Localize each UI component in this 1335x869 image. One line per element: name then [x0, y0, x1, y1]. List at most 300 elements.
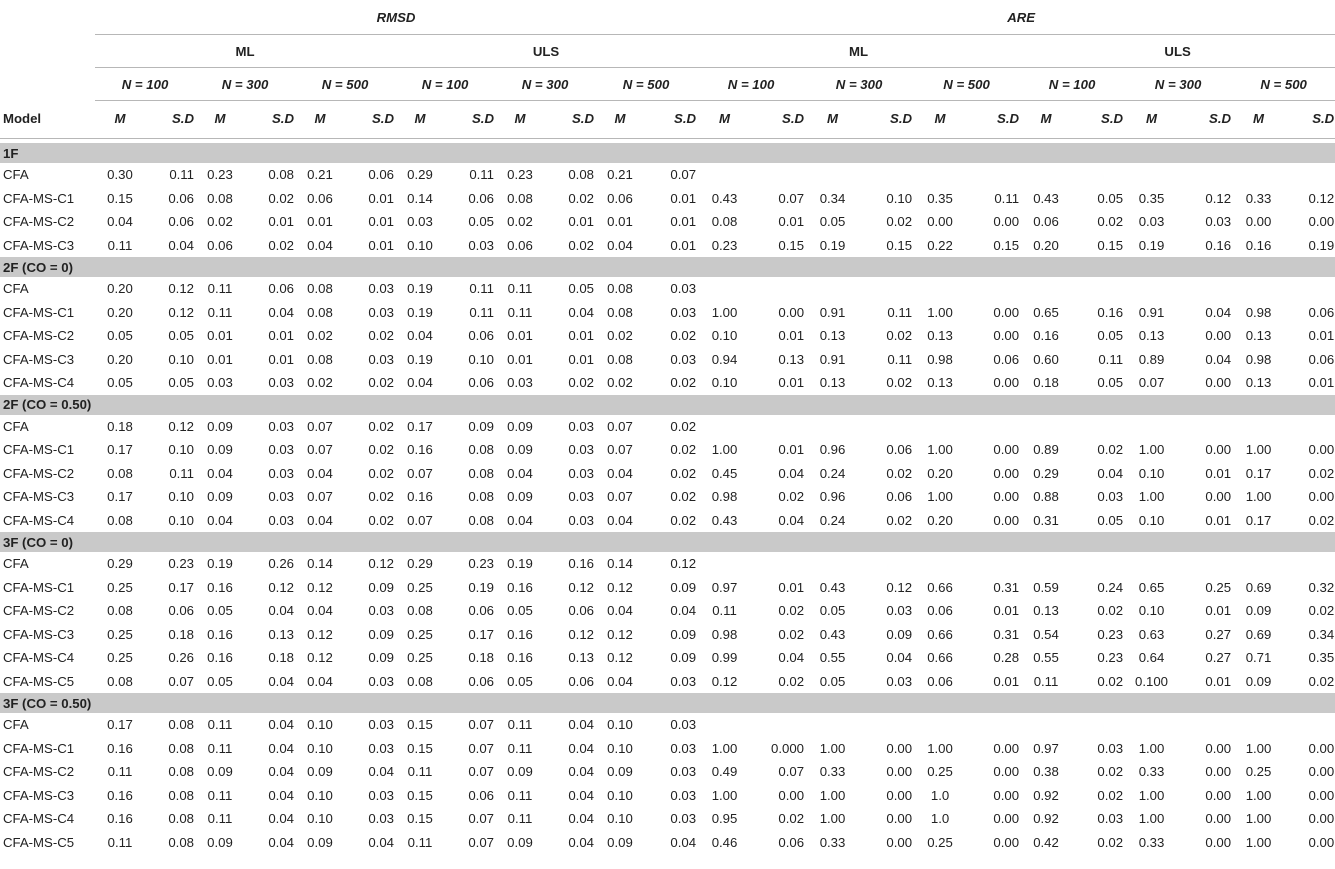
sd-value-cell: 0.01 — [268, 351, 294, 367]
sd-value-cell: 0.06 — [778, 834, 805, 850]
sd-value-cell: 0.10 — [168, 489, 194, 505]
sd-value-cell: 0.12 — [368, 556, 394, 572]
mean-value-cell: 0.17 — [1245, 465, 1272, 481]
sd-value-cell: 0.01 — [568, 328, 594, 344]
mean-value-cell: 0.07 — [307, 489, 333, 505]
sd-value-cell: 0.01 — [670, 237, 697, 253]
sd-value-cell: 0.07 — [168, 673, 194, 689]
mean-value-cell: 0.06 — [1033, 214, 1059, 230]
sd-value-cell: 0.10 — [886, 190, 913, 206]
mean-value-cell: 0.45 — [711, 465, 738, 481]
mean-value-cell: 0.05 — [107, 375, 133, 391]
sd-value-cell: 0.11 — [887, 304, 913, 320]
mean-value-cell: 0.69 — [1245, 626, 1272, 642]
mean-value-cell: 0.92 — [1033, 811, 1059, 827]
sd-value-cell: 0.06 — [268, 281, 294, 297]
mean-value-cell: 0.10 — [1138, 465, 1165, 481]
sd-value-cell: 0.27 — [1205, 626, 1232, 642]
mean-value-cell: 0.08 — [507, 190, 533, 206]
mean-value-cell: 0.04 — [307, 465, 333, 481]
mean-value-cell: 0.09 — [507, 489, 533, 505]
model-name-cell: CFA-MS-C1 — [3, 740, 75, 756]
sd-value-cell: 0.03 — [670, 764, 697, 780]
mean-value-cell: 0.02 — [507, 214, 533, 230]
sd-value-cell: 0.01 — [778, 214, 805, 230]
model-name-cell: CFA-MS-C1 — [3, 304, 75, 320]
mean-value-cell — [1232, 277, 1285, 301]
sd-value-cell: 0.11 — [169, 465, 194, 481]
sd-value-cell: 0.02 — [1097, 764, 1124, 780]
mean-value-cell: 0.08 — [307, 281, 333, 297]
mean-value-cell: 0.04 — [607, 603, 633, 619]
mean-value-cell — [1124, 415, 1179, 439]
sd-column-header: S.D — [172, 110, 194, 126]
table-row — [0, 438, 1335, 462]
mean-value-cell: 0.31 — [1033, 512, 1059, 528]
sd-value-cell: 0.02 — [1097, 834, 1124, 850]
mean-value-cell: 0.07 — [407, 465, 433, 481]
sd-value-cell: 0.08 — [168, 811, 194, 827]
mean-column-header: M — [1040, 110, 1052, 126]
mean-value-cell — [1124, 552, 1179, 576]
sd-value-cell: 0.00 — [993, 465, 1020, 481]
mean-value-cell — [805, 552, 860, 576]
sd-value-cell: 0.01 — [778, 375, 805, 391]
sd-value-cell: 0.18 — [468, 650, 494, 666]
sd-value-cell: 0.04 — [568, 717, 594, 733]
sd-value-cell: 0.00 — [778, 787, 805, 803]
mean-value-cell: 1.00 — [711, 740, 738, 756]
sd-value-cell: 0.09 — [468, 418, 494, 434]
mean-value-cell: 0.43 — [711, 512, 738, 528]
sd-column-header: S.D — [1209, 110, 1232, 126]
mean-value-cell: 0.09 — [207, 442, 233, 458]
sd-value-cell: 0.03 — [568, 512, 594, 528]
sd-value-cell: 0.02 — [778, 811, 805, 827]
mean-value-cell: 0.01 — [307, 214, 333, 230]
mean-value-cell — [1232, 163, 1285, 187]
mean-value-cell: 1.00 — [819, 787, 846, 803]
header-empty-cell — [0, 0, 95, 35]
sd-value-cell: 0.00 — [1205, 764, 1232, 780]
section-header-row — [0, 395, 1335, 415]
sd-value-cell: 0.15 — [778, 237, 805, 253]
mean-value-cell: 0.07 — [407, 512, 433, 528]
mean-value-cell — [805, 415, 860, 439]
mean-value-cell: 0.10 — [307, 811, 333, 827]
mean-value-cell — [805, 277, 860, 301]
sd-value-cell: 0.03 — [886, 673, 913, 689]
mean-value-cell: 0.20 — [927, 465, 953, 481]
mean-value-cell: 0.09 — [1245, 673, 1272, 689]
mean-value-cell: 0.35 — [1138, 190, 1165, 206]
mean-value-cell: 0.91 — [819, 304, 846, 320]
mean-value-cell — [913, 552, 967, 576]
mean-value-cell: 0.08 — [107, 673, 133, 689]
mean-value-cell: 0.01 — [507, 328, 533, 344]
mean-value-cell: 1.00 — [711, 442, 738, 458]
mean-value-cell: 0.24 — [819, 465, 846, 481]
mean-value-cell: 1.00 — [1138, 811, 1165, 827]
sd-column-header: S.D — [472, 110, 494, 126]
sd-value-cell: 0.02 — [368, 512, 394, 528]
mean-value-cell: 0.42 — [1033, 834, 1059, 850]
model-name-cell: CFA — [3, 418, 29, 434]
sd-value-cell: 0.06 — [168, 603, 194, 619]
mean-value-cell: 0.99 — [711, 650, 738, 666]
sd-value-cell: 0.08 — [168, 787, 194, 803]
model-name-cell: CFA-MS-C3 — [3, 237, 75, 253]
sd-value-cell: 0.04 — [670, 834, 697, 850]
sd-value-cell: 0.07 — [468, 740, 494, 756]
mean-column-header: M — [1253, 110, 1265, 126]
sd-value-cell: 0.03 — [886, 603, 913, 619]
sd-value-cell: 0.03 — [670, 811, 697, 827]
mean-value-cell: 0.05 — [819, 673, 846, 689]
mean-value-cell: 0.18 — [1033, 375, 1059, 391]
mean-value-cell: 0.13 — [1138, 328, 1165, 344]
mean-value-cell: 0.33 — [819, 764, 846, 780]
model-column-header: Model — [3, 110, 42, 126]
sd-value-cell: 0.02 — [368, 465, 394, 481]
mean-value-cell: 1.00 — [1245, 442, 1272, 458]
mean-column-header: M — [314, 110, 326, 126]
sd-value-cell — [1072, 713, 1124, 737]
sample-size-header-1: N = 300 — [195, 68, 295, 101]
table-row — [0, 277, 1335, 301]
sd-value-cell: 0.24 — [1097, 579, 1124, 595]
mean-value-cell: 0.07 — [607, 489, 633, 505]
sd-value-cell: 0.04 — [268, 304, 294, 320]
sd-value-cell: 0.00 — [1308, 764, 1335, 780]
mean-column-header: M — [934, 110, 946, 126]
mean-value-cell — [1020, 415, 1072, 439]
sd-value-cell: 0.17 — [468, 626, 494, 642]
mean-value-cell: 0.19 — [407, 281, 433, 297]
mean-value-cell: 0.09 — [607, 834, 633, 850]
sd-value-cell: 0.07 — [468, 834, 494, 850]
sd-value-cell: 0.34 — [1308, 626, 1335, 642]
mean-value-cell — [913, 713, 967, 737]
mean-value-cell: 0.10 — [711, 328, 738, 344]
sd-value-cell: 0.07 — [468, 717, 494, 733]
mean-value-cell: 0.69 — [1245, 579, 1272, 595]
mean-value-cell: 1.00 — [711, 304, 738, 320]
mean-value-cell — [697, 552, 752, 576]
sd-value-cell: 0.31 — [993, 626, 1020, 642]
sd-value-cell: 0.06 — [468, 787, 494, 803]
sd-value-cell: 0.08 — [168, 740, 194, 756]
sd-value-cell: 0.09 — [886, 626, 913, 642]
mean-value-cell: 0.04 — [407, 375, 433, 391]
mean-value-cell: 0.13 — [1033, 603, 1059, 619]
sd-value-cell: 0.12 — [168, 281, 194, 297]
mean-value-cell: 0.23 — [711, 237, 738, 253]
mean-value-cell: 0.33 — [1138, 834, 1165, 850]
mean-value-cell: 0.02 — [307, 328, 333, 344]
mean-value-cell: 0.10 — [1138, 512, 1165, 528]
sd-value-cell: 0.07 — [778, 190, 805, 206]
sd-value-cell: 0.02 — [670, 375, 697, 391]
sd-value-cell: 0.02 — [670, 512, 697, 528]
sd-value-cell: 0.01 — [993, 603, 1020, 619]
sd-value-cell: 0.11 — [469, 167, 494, 183]
sd-value-cell: 0.00 — [993, 304, 1020, 320]
mean-value-cell: 0.16 — [207, 626, 233, 642]
sd-value-cell: 0.27 — [1205, 650, 1232, 666]
sd-value-cell: 0.02 — [368, 375, 394, 391]
sd-value-cell: 0.02 — [778, 626, 805, 642]
mean-value-cell: 0.33 — [1245, 190, 1272, 206]
mean-value-cell: 0.19 — [819, 237, 846, 253]
sample-size-header-6: N = 100 — [697, 68, 805, 101]
mean-value-cell: 0.17 — [107, 489, 133, 505]
mean-value-cell: 0.09 — [207, 834, 233, 850]
table-row — [0, 210, 1335, 234]
mean-value-cell: 0.11 — [207, 811, 233, 827]
sd-value-cell: 0.10 — [168, 442, 194, 458]
mean-value-cell: 1.00 — [1245, 834, 1272, 850]
mean-value-cell: 0.04 — [107, 214, 133, 230]
sd-value-cell: 0.11 — [994, 190, 1020, 206]
mean-value-cell: 0.12 — [307, 579, 333, 595]
mean-value-cell: 0.10 — [607, 740, 633, 756]
mean-value-cell: 0.06 — [307, 190, 333, 206]
sd-value-cell: 0.02 — [778, 603, 805, 619]
mean-value-cell: 0.09 — [507, 418, 533, 434]
mean-value-cell: 0.16 — [507, 626, 533, 642]
sd-value-cell: 0.05 — [168, 328, 194, 344]
sd-value-cell — [1179, 163, 1232, 187]
mean-value-cell: 0.04 — [607, 673, 633, 689]
sd-value-cell: 0.03 — [268, 465, 294, 481]
mean-value-cell: 0.19 — [407, 304, 433, 320]
sd-value-cell: 0.01 — [268, 214, 294, 230]
sd-value-cell: 0.01 — [778, 328, 805, 344]
sd-value-cell: 0.00 — [886, 764, 913, 780]
mean-value-cell: 0.10 — [307, 717, 333, 733]
mean-value-cell: 0.16 — [407, 489, 433, 505]
sd-value-cell: 0.06 — [468, 673, 494, 689]
sd-value-cell: 0.13 — [568, 650, 594, 666]
sd-value-cell: 0.02 — [886, 214, 913, 230]
mean-value-cell: 0.33 — [1138, 764, 1165, 780]
mean-value-cell: 0.02 — [607, 375, 633, 391]
mean-value-cell: 0.25 — [1245, 764, 1272, 780]
sd-value-cell: 0.23 — [1097, 650, 1124, 666]
mean-value-cell: 0.33 — [819, 834, 846, 850]
mean-value-cell: 0.01 — [207, 351, 233, 367]
mean-value-cell: 0.06 — [207, 237, 233, 253]
mean-value-cell: 0.15 — [407, 740, 433, 756]
sd-value-cell: 0.00 — [1205, 834, 1232, 850]
table-row — [0, 807, 1335, 831]
mean-value-cell: 1.0 — [930, 811, 950, 827]
sd-value-cell: 0.03 — [568, 442, 594, 458]
mean-value-cell — [1232, 415, 1285, 439]
mean-value-cell: 0.03 — [407, 214, 433, 230]
mean-value-cell: 0.13 — [1245, 375, 1272, 391]
sd-value-cell: 0.00 — [1308, 442, 1335, 458]
sd-value-cell — [1285, 277, 1335, 301]
mean-value-cell: 0.01 — [507, 351, 533, 367]
table-row — [0, 576, 1335, 600]
table-row — [0, 509, 1335, 533]
mean-value-cell: 0.98 — [711, 489, 738, 505]
sd-value-cell: 0.02 — [568, 190, 594, 206]
mean-value-cell: 0.02 — [307, 375, 333, 391]
sd-value-cell: 0.04 — [568, 740, 594, 756]
sd-value-cell: 0.02 — [268, 190, 294, 206]
sd-value-cell: 0.13 — [778, 351, 805, 367]
sd-value-cell: 0.04 — [268, 834, 294, 850]
sd-value-cell: 0.11 — [469, 281, 494, 297]
sd-value-cell: 0.06 — [468, 375, 494, 391]
mean-value-cell: 0.08 — [607, 281, 633, 297]
mean-value-cell: 0.92 — [1033, 787, 1059, 803]
mean-value-cell: 0.25 — [107, 579, 133, 595]
mean-value-cell: 0.23 — [507, 167, 533, 183]
mean-value-cell: 0.11 — [107, 834, 133, 850]
mean-value-cell: 1.00 — [1138, 740, 1165, 756]
header-row-sample-sizes — [0, 68, 1335, 101]
mean-value-cell: 0.98 — [1245, 351, 1272, 367]
sd-value-cell: 0.03 — [670, 304, 697, 320]
sd-value-cell: 0.02 — [778, 489, 805, 505]
model-name-cell: CFA — [3, 167, 29, 183]
mean-value-cell: 0.89 — [1033, 442, 1059, 458]
mean-value-cell: 0.08 — [107, 465, 133, 481]
mean-value-cell: 0.08 — [607, 351, 633, 367]
mean-value-cell: 0.09 — [507, 834, 533, 850]
sd-value-cell — [860, 163, 913, 187]
sd-value-cell: 0.04 — [568, 811, 594, 827]
mean-value-cell: 0.98 — [711, 626, 738, 642]
header-row-stats — [0, 101, 1335, 135]
sd-column-header: S.D — [272, 110, 294, 126]
mean-value-cell: 0.17 — [107, 442, 133, 458]
mean-value-cell: 0.55 — [1033, 650, 1059, 666]
sd-value-cell: 0.00 — [993, 214, 1020, 230]
sd-value-cell — [1072, 415, 1124, 439]
sd-value-cell: 0.17 — [168, 579, 194, 595]
sd-value-cell: 0.25 — [1205, 579, 1232, 595]
sd-value-cell: 0.04 — [778, 512, 805, 528]
sd-value-cell: 0.32 — [1308, 579, 1335, 595]
sd-value-cell: 0.05 — [1097, 328, 1124, 344]
mean-value-cell: 0.07 — [307, 418, 333, 434]
sample-size-header-4: N = 300 — [495, 68, 595, 101]
sd-value-cell: 0.06 — [168, 214, 194, 230]
mean-value-cell: 0.08 — [711, 214, 738, 230]
model-name-cell: CFA-MS-C2 — [3, 465, 75, 481]
mean-value-cell: 0.11 — [107, 237, 133, 253]
sd-value-cell: 0.00 — [993, 328, 1020, 344]
sd-value-cell — [1285, 713, 1335, 737]
sample-size-header-0: N = 100 — [95, 68, 195, 101]
mean-value-cell: 0.38 — [1033, 764, 1059, 780]
table-row — [0, 234, 1335, 258]
sd-value-cell: 0.01 — [1205, 512, 1232, 528]
sd-value-cell: 0.00 — [1205, 489, 1232, 505]
mean-value-cell: 0.11 — [507, 281, 533, 297]
sd-value-cell: 0.04 — [886, 650, 913, 666]
mean-value-cell: 0.15 — [407, 811, 433, 827]
sd-column-header: S.D — [674, 110, 697, 126]
mean-value-cell: 0.17 — [407, 418, 433, 434]
mean-value-cell: 0.05 — [819, 214, 846, 230]
mean-value-cell: 0.03 — [507, 375, 533, 391]
mean-value-cell: 0.19 — [207, 556, 233, 572]
sd-value-cell: 0.00 — [993, 787, 1020, 803]
sample-size-header-8: N = 500 — [913, 68, 1020, 101]
mean-column-header: M — [1146, 110, 1158, 126]
mean-value-cell: 0.16 — [407, 442, 433, 458]
mean-value-cell: 1.00 — [927, 489, 953, 505]
mean-value-cell: 0.04 — [607, 465, 633, 481]
group-header-0: RMSD — [95, 0, 697, 35]
mean-value-cell: 0.29 — [407, 556, 433, 572]
mean-value-cell: 0.11 — [507, 740, 533, 756]
sd-value-cell: 0.16 — [1205, 237, 1232, 253]
sd-value-cell: 0.04 — [1205, 304, 1232, 320]
mean-value-cell: 0.01 — [607, 214, 633, 230]
sd-value-cell: 0.00 — [1308, 740, 1335, 756]
mean-value-cell: 0.65 — [1138, 579, 1165, 595]
sd-value-cell: 0.00 — [1205, 787, 1232, 803]
sd-value-cell: 0.03 — [670, 351, 697, 367]
model-name-cell: CFA — [3, 281, 29, 297]
mean-value-cell: 0.98 — [1245, 304, 1272, 320]
sd-value-cell: 0.00 — [1205, 328, 1232, 344]
mean-value-cell: 1.00 — [1138, 489, 1165, 505]
table-row — [0, 784, 1335, 808]
sd-value-cell: 0.06 — [368, 167, 394, 183]
sd-value-cell: 0.03 — [670, 673, 697, 689]
sd-value-cell: 0.19 — [468, 579, 494, 595]
sd-value-cell: 0.12 — [568, 626, 594, 642]
mean-value-cell: 0.54 — [1033, 626, 1059, 642]
sd-value-cell: 0.05 — [568, 281, 594, 297]
mean-value-cell: 0.16 — [207, 650, 233, 666]
model-name-cell: CFA-MS-C5 — [3, 673, 75, 689]
mean-value-cell — [913, 277, 967, 301]
sd-column-header: S.D — [572, 110, 594, 126]
sd-value-cell — [967, 552, 1020, 576]
mean-value-cell: 0.10 — [407, 237, 433, 253]
mean-value-cell: 0.11 — [207, 304, 233, 320]
mean-value-cell: 1.00 — [819, 811, 846, 827]
sd-value-cell: 0.04 — [568, 304, 594, 320]
mean-value-cell: 0.04 — [307, 237, 333, 253]
mean-value-cell: 0.43 — [819, 579, 846, 595]
section-header-row — [0, 693, 1335, 713]
mean-value-cell: 0.07 — [607, 418, 633, 434]
mean-value-cell: 0.13 — [819, 328, 846, 344]
mean-value-cell: 0.09 — [207, 489, 233, 505]
mean-value-cell: 0.43 — [711, 190, 738, 206]
sd-value-cell: 0.09 — [670, 626, 697, 642]
sd-value-cell — [860, 277, 913, 301]
sd-value-cell: 0.00 — [993, 834, 1020, 850]
mean-column-header: M — [214, 110, 226, 126]
sd-value-cell: 0.06 — [468, 190, 494, 206]
sd-value-cell: 0.08 — [168, 717, 194, 733]
model-name-cell: CFA-MS-C2 — [3, 214, 75, 230]
model-name-cell: CFA-MS-C4 — [3, 811, 75, 827]
sd-value-cell: 0.08 — [468, 465, 494, 481]
sd-value-cell — [752, 713, 805, 737]
